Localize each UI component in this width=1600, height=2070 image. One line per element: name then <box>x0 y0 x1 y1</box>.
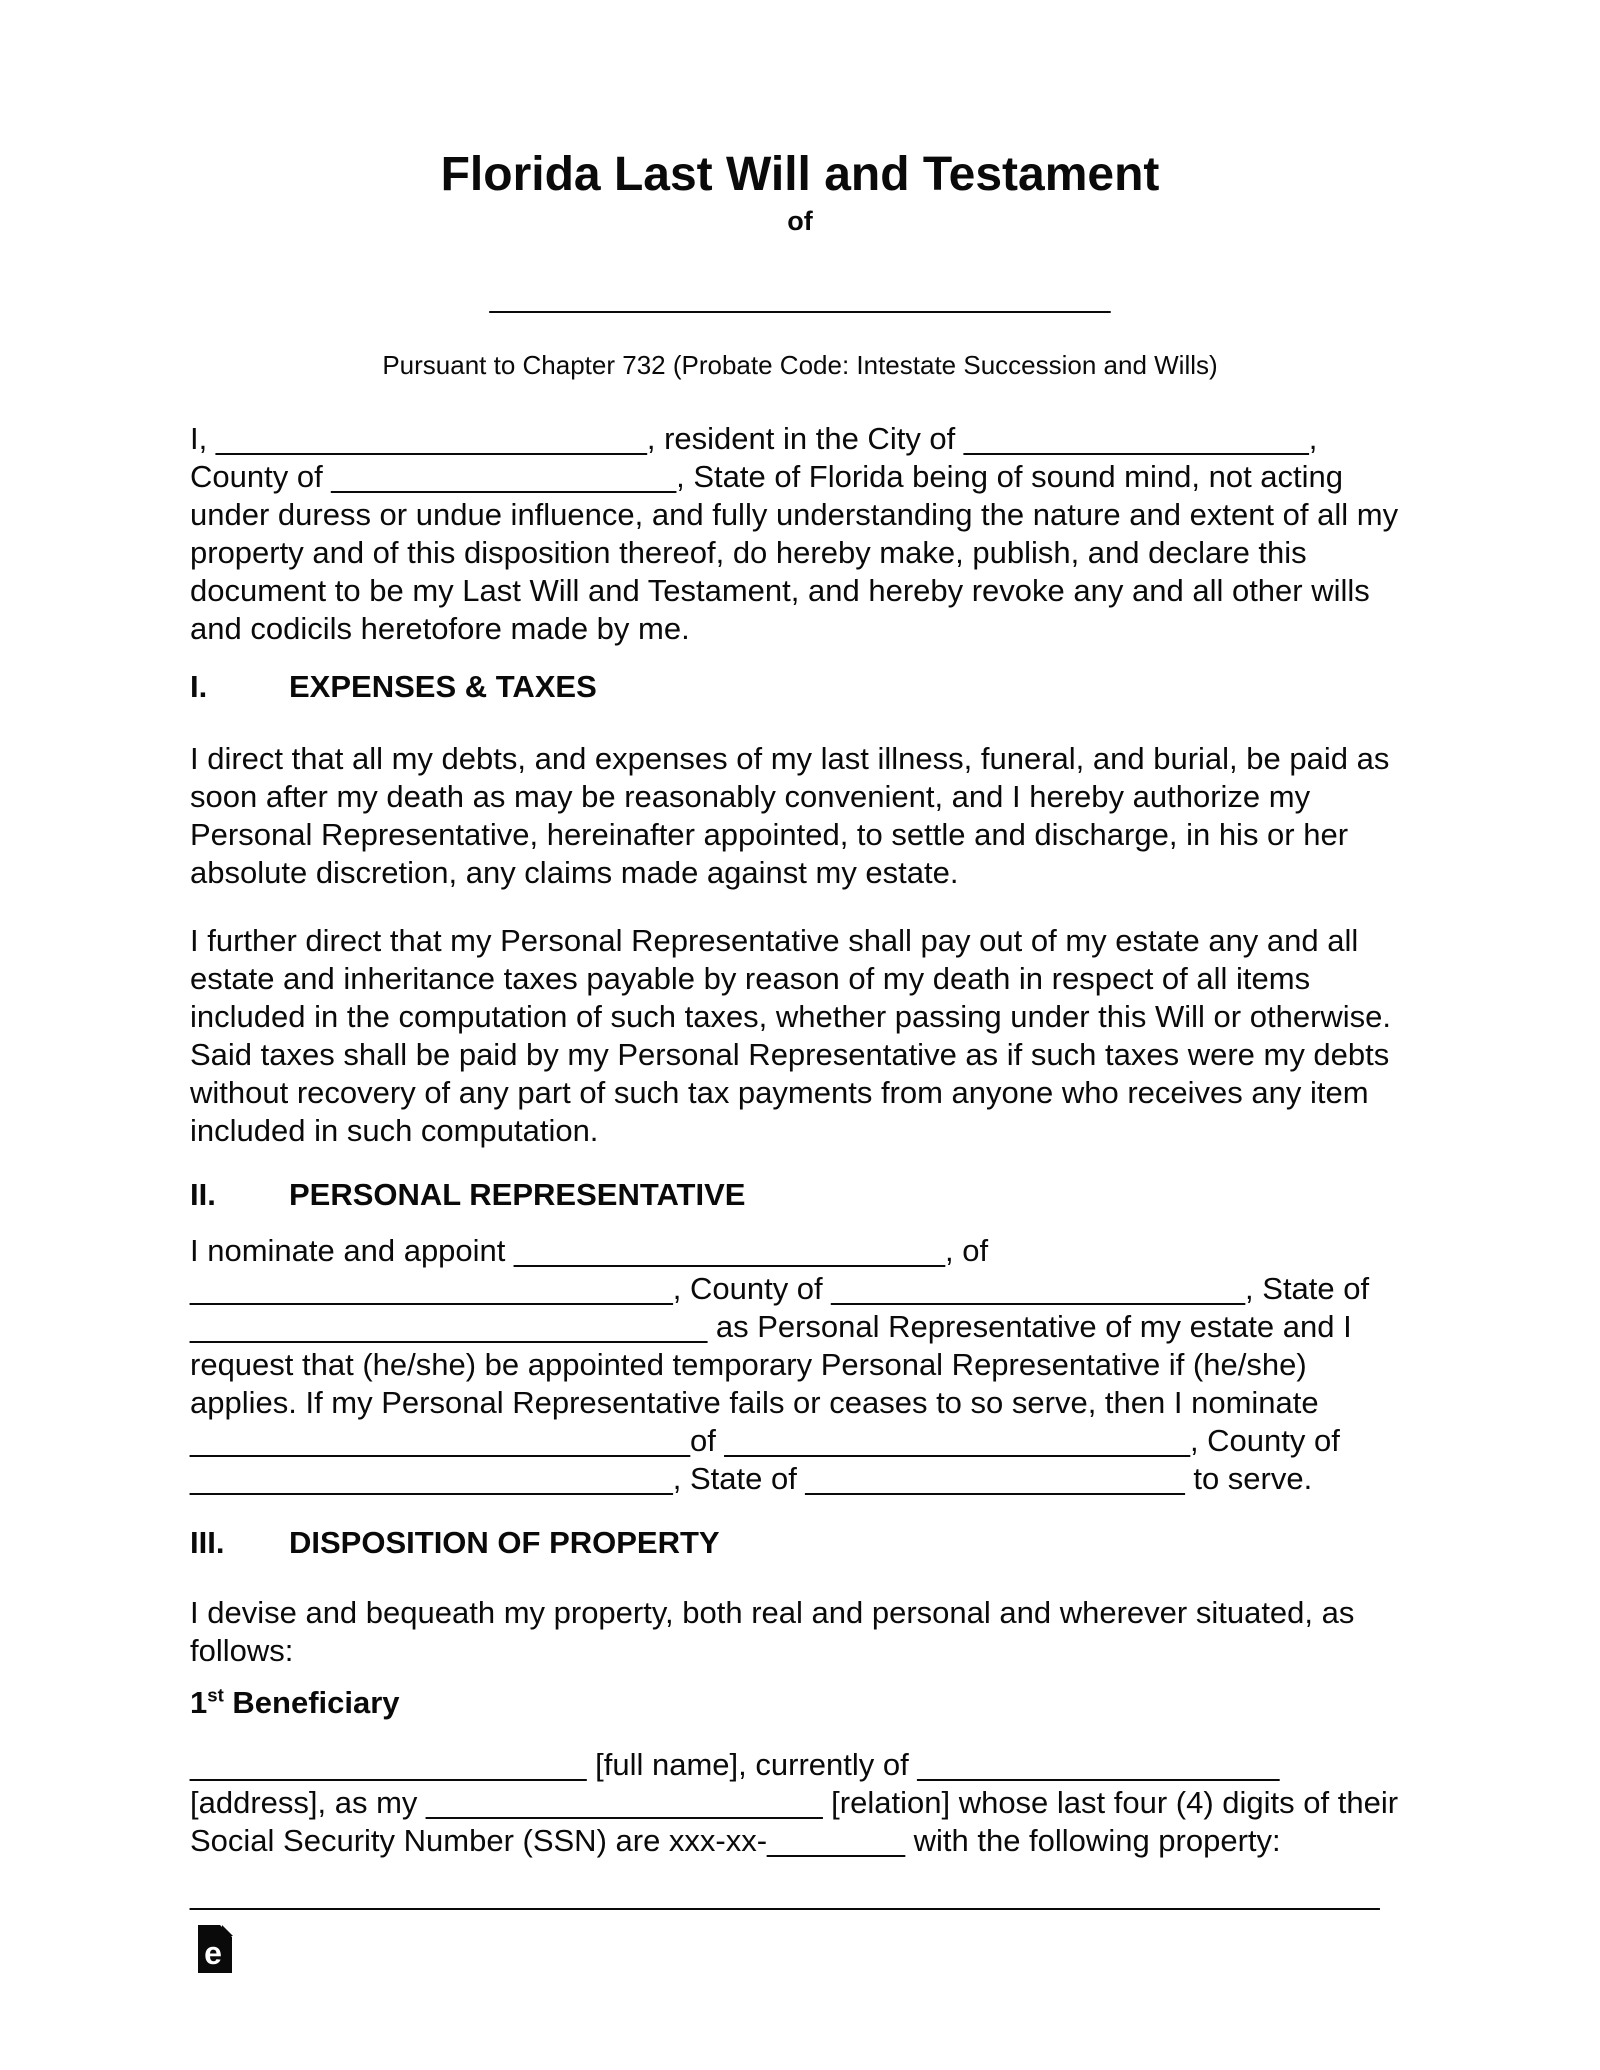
text-line: document to be my Last Will and Testament, and hereby revoke any and all other wills <box>190 573 1370 608</box>
text-line: absolute discretion, any claims made against my estate. <box>190 855 959 890</box>
text-line: I further direct that my Personal Representative shall pay out of my estate any and all <box>190 923 1359 958</box>
representative-nomination-paragraph <box>190 1232 1394 1498</box>
text-line: Social Security Number (SSN) are xxx-xx-________ with the following property: <box>190 1823 1281 1858</box>
text-line: I direct that all my debts, and expenses of my last illness, funeral, and burial, be paid as <box>190 741 1390 776</box>
section-title: PERSONAL REPRESENTATIVE <box>289 1177 746 1212</box>
text-line: soon after my death as may be reasonably convenient, and I hereby authorize my <box>190 779 1311 814</box>
testator-name-blank[interactable]: ____________________________________ <box>489 279 1111 314</box>
beneficiary-ordinal-suffix: st <box>207 1684 224 1706</box>
text-line: _______________________ [full name], currently of _____________________ <box>190 1747 1280 1782</box>
text-line: County of ____________________, State of Florida being of sound mind, not acting <box>190 459 1344 494</box>
section-heading-expenses-taxes <box>190 668 1394 706</box>
text-line: I nominate and appoint _________________________, of <box>190 1233 989 1268</box>
title-of-label: of <box>787 206 813 236</box>
eforms-logo <box>198 1925 233 1973</box>
section-title: EXPENSES & TAXES <box>289 669 597 704</box>
text-line: Personal Representative, hereinafter appointed, to settle and discharge, in his or her <box>190 817 1349 852</box>
first-beneficiary-heading <box>190 1684 1394 1722</box>
devise-paragraph <box>190 1594 1394 1670</box>
section-heading-disposition-of-property <box>190 1524 1394 1562</box>
document-body <box>190 420 1399 1973</box>
text-line: ____________________________, County of ________________________, State of <box>190 1271 1370 1306</box>
taxes-paragraph <box>190 922 1394 1150</box>
property-blank-line[interactable]: _____________________________________________________________________ <box>190 1876 1380 1911</box>
page-title: Florida Last Will and Testament <box>440 148 1160 201</box>
beneficiary-details-paragraph <box>190 1746 1399 1860</box>
section-heading-personal-representative <box>190 1176 1394 1214</box>
text-line: [address], as my _______________________ [relation] whose last four (4) digits of their <box>190 1785 1399 1820</box>
text-line: ______________________________ as Personal Representative of my estate and I <box>190 1309 1352 1344</box>
expenses-paragraph <box>190 740 1394 892</box>
text-line: and codicils heretofore made by me. <box>190 611 690 646</box>
text-line: without recovery of any part of such tax payments from anyone who receives any item <box>190 1075 1369 1110</box>
svg-text:e: e <box>204 1935 222 1971</box>
section-numeral: I. <box>190 669 208 704</box>
beneficiary-label: Beneficiary <box>223 1685 400 1720</box>
text-line: applies. If my Personal Representative fails or ceases to so serve, then I nominate <box>190 1385 1319 1420</box>
text-line: _____________________________of ___________________________, County of <box>190 1423 1340 1458</box>
text-line: property and of this disposition thereof, do hereby make, publish, and declare this <box>190 535 1307 570</box>
document-page-icon <box>198 1925 233 1973</box>
document-header <box>0 150 1600 380</box>
text-line: request that (he/she) be appointed temporary Personal Representative if (he/she) <box>190 1347 1307 1382</box>
statute-reference-line: Pursuant to Chapter 732 (Probate Code: Intestate Succession and Wills) <box>382 350 1218 380</box>
text-line: under duress or undue influence, and fully understanding the nature and extent of all my <box>190 497 1399 532</box>
text-line: estate and inheritance taxes payable by reason of my death in respect of all items <box>190 961 1311 996</box>
text-line: I devise and bequeath my property, both real and personal and wherever situated, as <box>190 1595 1355 1630</box>
beneficiary-number: 1 <box>190 1685 208 1720</box>
opening-declaration-paragraph <box>190 420 1399 648</box>
text-line: ____________________________, State of ______________________ to serve. <box>190 1461 1313 1496</box>
text-line: I, _________________________, resident in the City of ____________________, <box>190 421 1318 456</box>
section-numeral: III. <box>190 1525 225 1560</box>
text-line: included in the computation of such taxes, whether passing under this Will or otherwise. <box>190 999 1392 1034</box>
section-numeral: II. <box>190 1177 216 1212</box>
section-title: DISPOSITION OF PROPERTY <box>289 1525 720 1560</box>
text-line: follows: <box>190 1633 294 1668</box>
text-line: Said taxes shall be paid by my Personal Representative as if such taxes were my debts <box>190 1037 1390 1072</box>
text-line: included in such computation. <box>190 1113 599 1148</box>
